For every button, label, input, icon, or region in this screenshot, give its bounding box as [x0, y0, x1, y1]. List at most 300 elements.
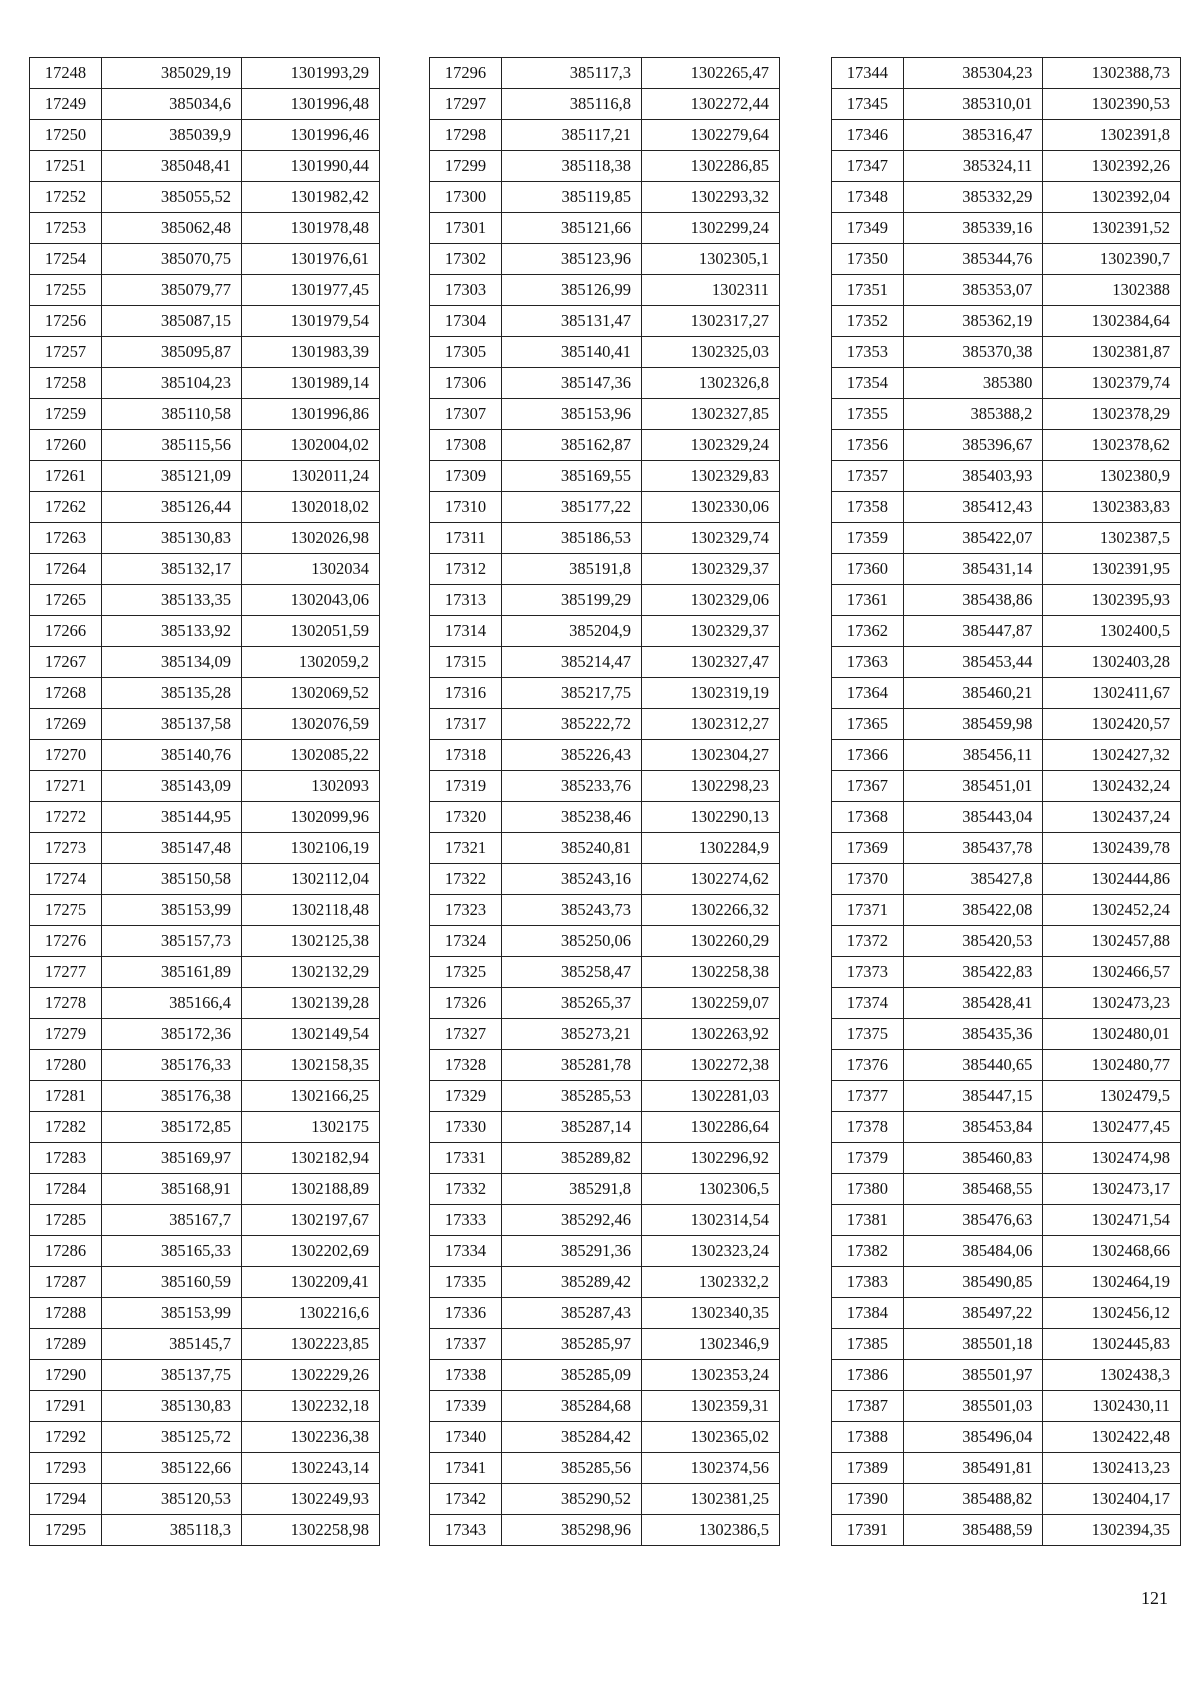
- table-row: [30, 1329, 380, 1360]
- y-coordinate-cell: 1302306,5: [642, 1174, 780, 1205]
- y-coordinate-cell: 1302391,95: [1043, 554, 1181, 585]
- table-row: [832, 244, 1181, 275]
- y-coordinate-cell: 1302258,38: [642, 957, 780, 988]
- table-row: [430, 182, 780, 213]
- x-coordinate-cell: 385316,47: [903, 120, 1043, 151]
- x-coordinate-cell: 385435,36: [903, 1019, 1043, 1050]
- x-coordinate-cell: 385289,82: [502, 1143, 642, 1174]
- point-id-cell: 17255: [30, 275, 102, 306]
- point-id-cell: 17359: [832, 523, 904, 554]
- y-coordinate-cell: 1302266,32: [642, 895, 780, 926]
- y-coordinate-cell: 1302468,66: [1043, 1236, 1181, 1267]
- x-coordinate-cell: 385501,03: [903, 1391, 1043, 1422]
- point-id-cell: 17310: [430, 492, 502, 523]
- y-coordinate-cell: 1302139,28: [242, 988, 380, 1019]
- point-id-cell: 17260: [30, 430, 102, 461]
- table-row: [30, 709, 380, 740]
- x-coordinate-cell: 385388,2: [903, 399, 1043, 430]
- point-id-cell: 17372: [832, 926, 904, 957]
- point-id-cell: 17366: [832, 740, 904, 771]
- table-row: [430, 771, 780, 802]
- table-row: [30, 1019, 380, 1050]
- y-coordinate-cell: 1302427,32: [1043, 740, 1181, 771]
- y-coordinate-cell: 1302076,59: [242, 709, 380, 740]
- table-row: [30, 895, 380, 926]
- point-id-cell: 17335: [430, 1267, 502, 1298]
- table-row: [430, 957, 780, 988]
- point-id-cell: 17326: [430, 988, 502, 1019]
- table-row: [832, 337, 1181, 368]
- point-id-cell: 17279: [30, 1019, 102, 1050]
- point-id-cell: 17267: [30, 647, 102, 678]
- table-row: [832, 1236, 1181, 1267]
- y-coordinate-cell: 1302388: [1043, 275, 1181, 306]
- point-id-cell: 17388: [832, 1422, 904, 1453]
- x-coordinate-cell: 385121,66: [502, 213, 642, 244]
- y-coordinate-cell: 1302473,17: [1043, 1174, 1181, 1205]
- y-coordinate-cell: 1302353,24: [642, 1360, 780, 1391]
- point-id-cell: 17288: [30, 1298, 102, 1329]
- y-coordinate-cell: 1302473,23: [1043, 988, 1181, 1019]
- y-coordinate-cell: 1302329,37: [642, 616, 780, 647]
- x-coordinate-cell: 385153,99: [102, 895, 242, 926]
- table-row: [30, 957, 380, 988]
- x-coordinate-cell: 385140,41: [502, 337, 642, 368]
- x-coordinate-cell: 385186,53: [502, 523, 642, 554]
- table-row: [832, 461, 1181, 492]
- y-coordinate-cell: 1302260,29: [642, 926, 780, 957]
- y-coordinate-cell: 1302474,98: [1043, 1143, 1181, 1174]
- y-coordinate-cell: 1302445,83: [1043, 1329, 1181, 1360]
- x-coordinate-cell: 385285,09: [502, 1360, 642, 1391]
- point-id-cell: 17281: [30, 1081, 102, 1112]
- y-coordinate-cell: 1302456,12: [1043, 1298, 1181, 1329]
- point-id-cell: 17257: [30, 337, 102, 368]
- y-coordinate-cell: 1302464,19: [1043, 1267, 1181, 1298]
- x-coordinate-cell: 385167,7: [102, 1205, 242, 1236]
- y-coordinate-cell: 1302216,6: [242, 1298, 380, 1329]
- x-coordinate-cell: 385176,33: [102, 1050, 242, 1081]
- point-id-cell: 17389: [832, 1453, 904, 1484]
- point-id-cell: 17375: [832, 1019, 904, 1050]
- x-coordinate-cell: 385137,58: [102, 709, 242, 740]
- x-coordinate-cell: 385117,3: [502, 58, 642, 89]
- coordinate-table-2: [429, 57, 780, 1546]
- y-coordinate-cell: 1302236,38: [242, 1422, 380, 1453]
- y-coordinate-cell: 1302202,69: [242, 1236, 380, 1267]
- table-row: [30, 1391, 380, 1422]
- table-row: [30, 213, 380, 244]
- x-coordinate-cell: 385131,47: [502, 306, 642, 337]
- y-coordinate-cell: 1302018,02: [242, 492, 380, 523]
- table-row: [30, 306, 380, 337]
- y-coordinate-cell: 1302392,04: [1043, 182, 1181, 213]
- x-coordinate-cell: 385273,21: [502, 1019, 642, 1050]
- y-coordinate-cell: 1302452,24: [1043, 895, 1181, 926]
- x-coordinate-cell: 385285,97: [502, 1329, 642, 1360]
- table-row: [430, 244, 780, 275]
- table-row: [832, 1453, 1181, 1484]
- y-coordinate-cell: 1302229,26: [242, 1360, 380, 1391]
- y-coordinate-cell: 1302093: [242, 771, 380, 802]
- point-id-cell: 17378: [832, 1112, 904, 1143]
- point-id-cell: 17343: [430, 1515, 502, 1546]
- x-coordinate-cell: 385491,81: [903, 1453, 1043, 1484]
- x-coordinate-cell: 385310,01: [903, 89, 1043, 120]
- table-row: [30, 926, 380, 957]
- x-coordinate-cell: 385460,21: [903, 678, 1043, 709]
- point-id-cell: 17323: [430, 895, 502, 926]
- table-row: [30, 89, 380, 120]
- x-coordinate-cell: 385281,78: [502, 1050, 642, 1081]
- table-row: [430, 833, 780, 864]
- table-row: [832, 864, 1181, 895]
- point-id-cell: 17356: [832, 430, 904, 461]
- x-coordinate-cell: 385143,09: [102, 771, 242, 802]
- table-row: [430, 1484, 780, 1515]
- table-row: [30, 1360, 380, 1391]
- table-row: [832, 647, 1181, 678]
- point-id-cell: 17296: [430, 58, 502, 89]
- x-coordinate-cell: 385453,44: [903, 647, 1043, 678]
- table-row: [430, 306, 780, 337]
- table-row: [430, 554, 780, 585]
- y-coordinate-cell: 1302391,52: [1043, 213, 1181, 244]
- y-coordinate-cell: 1302182,94: [242, 1143, 380, 1174]
- point-id-cell: 17373: [832, 957, 904, 988]
- x-coordinate-cell: 385191,8: [502, 554, 642, 585]
- point-id-cell: 17371: [832, 895, 904, 926]
- point-id-cell: 17258: [30, 368, 102, 399]
- x-coordinate-cell: 385062,48: [102, 213, 242, 244]
- y-coordinate-cell: 1302112,04: [242, 864, 380, 895]
- y-coordinate-cell: 1302374,56: [642, 1453, 780, 1484]
- y-coordinate-cell: 1302296,92: [642, 1143, 780, 1174]
- y-coordinate-cell: 1301993,29: [242, 58, 380, 89]
- point-id-cell: 17332: [430, 1174, 502, 1205]
- table-row: [30, 864, 380, 895]
- table-row: [832, 1019, 1181, 1050]
- x-coordinate-cell: 385488,82: [903, 1484, 1043, 1515]
- y-coordinate-cell: 1302437,24: [1043, 802, 1181, 833]
- x-coordinate-cell: 385034,6: [102, 89, 242, 120]
- x-coordinate-cell: 385172,85: [102, 1112, 242, 1143]
- point-id-cell: 17261: [30, 461, 102, 492]
- table-row: [30, 523, 380, 554]
- y-coordinate-cell: 1302188,89: [242, 1174, 380, 1205]
- x-coordinate-cell: 385123,96: [502, 244, 642, 275]
- x-coordinate-cell: 385291,36: [502, 1236, 642, 1267]
- y-coordinate-cell: 1302390,7: [1043, 244, 1181, 275]
- table-row: [430, 275, 780, 306]
- x-coordinate-cell: 385070,75: [102, 244, 242, 275]
- point-id-cell: 17315: [430, 647, 502, 678]
- table-row: [430, 58, 780, 89]
- point-id-cell: 17345: [832, 89, 904, 120]
- point-id-cell: 17321: [430, 833, 502, 864]
- table-row: [430, 492, 780, 523]
- table-row: [832, 1143, 1181, 1174]
- point-id-cell: 17250: [30, 120, 102, 151]
- x-coordinate-cell: 385104,23: [102, 368, 242, 399]
- point-id-cell: 17365: [832, 709, 904, 740]
- point-id-cell: 17339: [430, 1391, 502, 1422]
- point-id-cell: 17361: [832, 585, 904, 616]
- x-coordinate-cell: 385332,29: [903, 182, 1043, 213]
- point-id-cell: 17253: [30, 213, 102, 244]
- table-row: [430, 926, 780, 957]
- x-coordinate-cell: 385199,29: [502, 585, 642, 616]
- table-row: [832, 182, 1181, 213]
- y-coordinate-cell: 1301978,48: [242, 213, 380, 244]
- x-coordinate-cell: 385258,47: [502, 957, 642, 988]
- y-coordinate-cell: 1301996,48: [242, 89, 380, 120]
- point-id-cell: 17318: [430, 740, 502, 771]
- x-coordinate-cell: 385440,65: [903, 1050, 1043, 1081]
- x-coordinate-cell: 385412,43: [903, 492, 1043, 523]
- table-row: [832, 399, 1181, 430]
- x-coordinate-cell: 385438,86: [903, 585, 1043, 616]
- table-row: [832, 1205, 1181, 1236]
- x-coordinate-cell: 385122,66: [102, 1453, 242, 1484]
- table-row: [430, 647, 780, 678]
- point-id-cell: 17303: [430, 275, 502, 306]
- x-coordinate-cell: 385298,96: [502, 1515, 642, 1546]
- x-coordinate-cell: 385039,9: [102, 120, 242, 151]
- x-coordinate-cell: 385126,44: [102, 492, 242, 523]
- x-coordinate-cell: 385115,56: [102, 430, 242, 461]
- x-coordinate-cell: 385370,38: [903, 337, 1043, 368]
- x-coordinate-cell: 385130,83: [102, 523, 242, 554]
- point-id-cell: 17308: [430, 430, 502, 461]
- table-row: [832, 430, 1181, 461]
- table-row: [30, 1484, 380, 1515]
- point-id-cell: 17360: [832, 554, 904, 585]
- table-row: [430, 1391, 780, 1422]
- x-coordinate-cell: 385145,7: [102, 1329, 242, 1360]
- table-row: [832, 523, 1181, 554]
- point-id-cell: 17301: [430, 213, 502, 244]
- point-id-cell: 17350: [832, 244, 904, 275]
- point-id-cell: 17333: [430, 1205, 502, 1236]
- table-row: [430, 1143, 780, 1174]
- y-coordinate-cell: 1302457,88: [1043, 926, 1181, 957]
- x-coordinate-cell: 385110,58: [102, 399, 242, 430]
- point-id-cell: 17364: [832, 678, 904, 709]
- y-coordinate-cell: 1302329,37: [642, 554, 780, 585]
- x-coordinate-cell: 385490,85: [903, 1267, 1043, 1298]
- x-coordinate-cell: 385468,55: [903, 1174, 1043, 1205]
- x-coordinate-cell: 385380: [903, 368, 1043, 399]
- point-id-cell: 17324: [430, 926, 502, 957]
- point-id-cell: 17282: [30, 1112, 102, 1143]
- point-id-cell: 17277: [30, 957, 102, 988]
- point-id-cell: 17269: [30, 709, 102, 740]
- y-coordinate-cell: 1302286,85: [642, 151, 780, 182]
- x-coordinate-cell: 385168,91: [102, 1174, 242, 1205]
- point-id-cell: 17342: [430, 1484, 502, 1515]
- y-coordinate-cell: 1302326,8: [642, 368, 780, 399]
- y-coordinate-cell: 1302051,59: [242, 616, 380, 647]
- table-row: [30, 1050, 380, 1081]
- table-row: [30, 1236, 380, 1267]
- point-id-cell: 17293: [30, 1453, 102, 1484]
- y-coordinate-cell: 1302430,11: [1043, 1391, 1181, 1422]
- y-coordinate-cell: 1302272,44: [642, 89, 780, 120]
- y-coordinate-cell: 1302259,07: [642, 988, 780, 1019]
- table-row: [832, 1174, 1181, 1205]
- y-coordinate-cell: 1302197,67: [242, 1205, 380, 1236]
- x-coordinate-cell: 385029,19: [102, 58, 242, 89]
- point-id-cell: 17382: [832, 1236, 904, 1267]
- y-coordinate-cell: 1302444,86: [1043, 864, 1181, 895]
- x-coordinate-cell: 385290,52: [502, 1484, 642, 1515]
- y-coordinate-cell: 1302379,74: [1043, 368, 1181, 399]
- point-id-cell: 17312: [430, 554, 502, 585]
- table-row: [832, 678, 1181, 709]
- x-coordinate-cell: 385460,83: [903, 1143, 1043, 1174]
- y-coordinate-cell: 1302359,31: [642, 1391, 780, 1422]
- point-id-cell: 17374: [832, 988, 904, 1019]
- table-row: [832, 89, 1181, 120]
- y-coordinate-cell: 1302272,38: [642, 1050, 780, 1081]
- x-coordinate-cell: 385177,22: [502, 492, 642, 523]
- y-coordinate-cell: 1302329,74: [642, 523, 780, 554]
- point-id-cell: 17292: [30, 1422, 102, 1453]
- y-coordinate-cell: 1301990,44: [242, 151, 380, 182]
- y-coordinate-cell: 1302330,06: [642, 492, 780, 523]
- x-coordinate-cell: 385144,95: [102, 802, 242, 833]
- point-id-cell: 17299: [430, 151, 502, 182]
- point-id-cell: 17385: [832, 1329, 904, 1360]
- table-row: [30, 740, 380, 771]
- point-id-cell: 17309: [430, 461, 502, 492]
- point-id-cell: 17330: [430, 1112, 502, 1143]
- table-row: [30, 1081, 380, 1112]
- x-coordinate-cell: 385501,97: [903, 1360, 1043, 1391]
- y-coordinate-cell: 1302346,9: [642, 1329, 780, 1360]
- table-row: [30, 1174, 380, 1205]
- table-row: [832, 213, 1181, 244]
- point-id-cell: 17340: [430, 1422, 502, 1453]
- y-coordinate-cell: 1301996,46: [242, 120, 380, 151]
- x-coordinate-cell: 385447,87: [903, 616, 1043, 647]
- point-id-cell: 17256: [30, 306, 102, 337]
- y-coordinate-cell: 1302026,98: [242, 523, 380, 554]
- y-coordinate-cell: 1301977,45: [242, 275, 380, 306]
- table-row: [430, 1422, 780, 1453]
- x-coordinate-cell: 385137,75: [102, 1360, 242, 1391]
- y-coordinate-cell: 1301983,39: [242, 337, 380, 368]
- y-coordinate-cell: 1302132,29: [242, 957, 380, 988]
- x-coordinate-cell: 385501,18: [903, 1329, 1043, 1360]
- table-row: [430, 1515, 780, 1546]
- y-coordinate-cell: 1302479,5: [1043, 1081, 1181, 1112]
- y-coordinate-cell: 1302279,64: [642, 120, 780, 151]
- y-coordinate-cell: 1302284,9: [642, 833, 780, 864]
- point-id-cell: 17349: [832, 213, 904, 244]
- y-coordinate-cell: 1302263,92: [642, 1019, 780, 1050]
- point-id-cell: 17355: [832, 399, 904, 430]
- point-id-cell: 17295: [30, 1515, 102, 1546]
- x-coordinate-cell: 385496,04: [903, 1422, 1043, 1453]
- y-coordinate-cell: 1302477,45: [1043, 1112, 1181, 1143]
- x-coordinate-cell: 385289,42: [502, 1267, 642, 1298]
- table-row: [30, 337, 380, 368]
- table-row: [832, 368, 1181, 399]
- table-row: [832, 306, 1181, 337]
- x-coordinate-cell: 385134,09: [102, 647, 242, 678]
- x-coordinate-cell: 385095,87: [102, 337, 242, 368]
- y-coordinate-cell: 1302466,57: [1043, 957, 1181, 988]
- y-coordinate-cell: 1302480,77: [1043, 1050, 1181, 1081]
- x-coordinate-cell: 385292,46: [502, 1205, 642, 1236]
- point-id-cell: 17252: [30, 182, 102, 213]
- table-row: [832, 275, 1181, 306]
- y-coordinate-cell: 1302166,25: [242, 1081, 380, 1112]
- table-row: [430, 1205, 780, 1236]
- x-coordinate-cell: 385120,53: [102, 1484, 242, 1515]
- point-id-cell: 17354: [832, 368, 904, 399]
- y-coordinate-cell: 1302392,26: [1043, 151, 1181, 182]
- point-id-cell: 17291: [30, 1391, 102, 1422]
- x-coordinate-cell: 385140,76: [102, 740, 242, 771]
- x-coordinate-cell: 385214,47: [502, 647, 642, 678]
- point-id-cell: 17377: [832, 1081, 904, 1112]
- table-row: [430, 213, 780, 244]
- x-coordinate-cell: 385133,35: [102, 585, 242, 616]
- y-coordinate-cell: 1302118,48: [242, 895, 380, 926]
- point-id-cell: 17329: [430, 1081, 502, 1112]
- point-id-cell: 17352: [832, 306, 904, 337]
- point-id-cell: 17331: [430, 1143, 502, 1174]
- table-row: [832, 1050, 1181, 1081]
- x-coordinate-cell: 385291,8: [502, 1174, 642, 1205]
- x-coordinate-cell: 385226,43: [502, 740, 642, 771]
- x-coordinate-cell: 385353,07: [903, 275, 1043, 306]
- table-row: [832, 1298, 1181, 1329]
- point-id-cell: 17336: [430, 1298, 502, 1329]
- y-coordinate-cell: 1302175: [242, 1112, 380, 1143]
- point-id-cell: 17348: [832, 182, 904, 213]
- y-coordinate-cell: 1302411,67: [1043, 678, 1181, 709]
- y-coordinate-cell: 1302314,54: [642, 1205, 780, 1236]
- table-row: [832, 957, 1181, 988]
- point-id-cell: 17376: [832, 1050, 904, 1081]
- x-coordinate-cell: 385132,17: [102, 554, 242, 585]
- point-id-cell: 17300: [430, 182, 502, 213]
- x-coordinate-cell: 385437,78: [903, 833, 1043, 864]
- y-coordinate-cell: 1302395,93: [1043, 585, 1181, 616]
- x-coordinate-cell: 385153,96: [502, 399, 642, 430]
- point-id-cell: 17290: [30, 1360, 102, 1391]
- point-id-cell: 17278: [30, 988, 102, 1019]
- x-coordinate-cell: 385119,85: [502, 182, 642, 213]
- x-coordinate-cell: 385396,67: [903, 430, 1043, 461]
- x-coordinate-cell: 385087,15: [102, 306, 242, 337]
- y-coordinate-cell: 1302258,98: [242, 1515, 380, 1546]
- point-id-cell: 17316: [430, 678, 502, 709]
- y-coordinate-cell: 1302380,9: [1043, 461, 1181, 492]
- table-row: [30, 1143, 380, 1174]
- table-row: [430, 709, 780, 740]
- y-coordinate-cell: 1302383,83: [1043, 492, 1181, 523]
- y-coordinate-cell: 1302149,54: [242, 1019, 380, 1050]
- y-coordinate-cell: 1302332,2: [642, 1267, 780, 1298]
- x-coordinate-cell: 385147,36: [502, 368, 642, 399]
- x-coordinate-cell: 385484,06: [903, 1236, 1043, 1267]
- table-row: [30, 368, 380, 399]
